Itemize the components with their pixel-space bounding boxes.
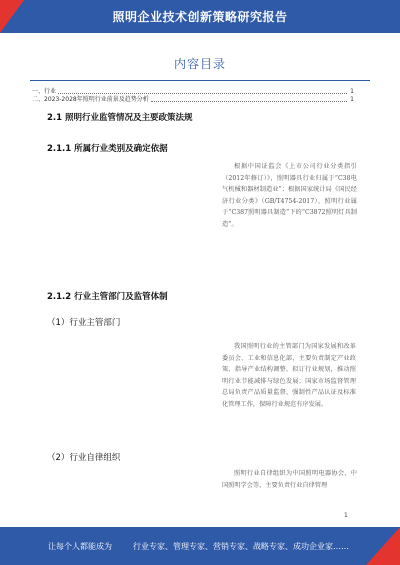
page-number: 1 [344,512,348,519]
report-title: 照明企业技术创新策略研究报告 [112,10,288,24]
toc-title: 内容目录 [173,57,226,71]
toc-entry-text: 二、2023-2028年照明行业前景及趋势分析 [32,96,149,103]
toc-entry-page: 1 [350,88,354,95]
footer-red-accent [366,527,400,565]
page-footer-band [0,527,400,565]
toc-entry[interactable] [32,88,354,96]
body-paragraph: 我国照明行业的主管部门为国家发展和改革委员会、工业和信息化部，主要负责制定产业政策、指导产业结构调整、拟订行业规划，推动照明行业节能减排与绿色发展；国家市场监督管理总局负责产品质量监督、强制性产品认证及标准化管理工作，保障行业规范有序发展。 [222,343,356,408]
footer-slogan: 让每个人都能成为 [48,542,112,551]
body-paragraph: 照明行业自律组织为中国照明电器协会、中国照明学会等，主要负责行业自律管理 [222,470,357,489]
toc-entry-page: 1 [350,96,354,103]
section-heading: 2.1.1 所属行业类别及确定依据 [47,144,168,154]
toc-entry-text: 一、行业 [32,88,57,95]
footer-roles: 行业专家、管理专家、营销专家、战略专家、成功企业家…… [133,542,349,551]
body-paragraph: 根据中国证监会《上市公司行业分类指引（2012年修订）》，照明器具行业归属于“C38电气机械和器材制造业”；根据国家统计局《国民经济行业分类》（GB/T4754-2017），照明行业属于“C387照明器具制造”下的“C3872照明灯具制造”。 [222,163,357,228]
subsection-heading: （2）行业自律组织 [47,453,121,463]
toc-divider [30,80,370,81]
toc-leader-dots [151,101,347,102]
toc-entry[interactable] [32,96,354,104]
section-heading: 2.1 照明行业监管情况及主要政策法规 [47,113,193,123]
section-heading: 2.1.2 行业主管部门及监管体制 [47,292,168,302]
toc-leader-dots [58,93,347,94]
subsection-heading: （1）行业主管部门 [47,318,121,328]
page-header-band [0,0,400,33]
